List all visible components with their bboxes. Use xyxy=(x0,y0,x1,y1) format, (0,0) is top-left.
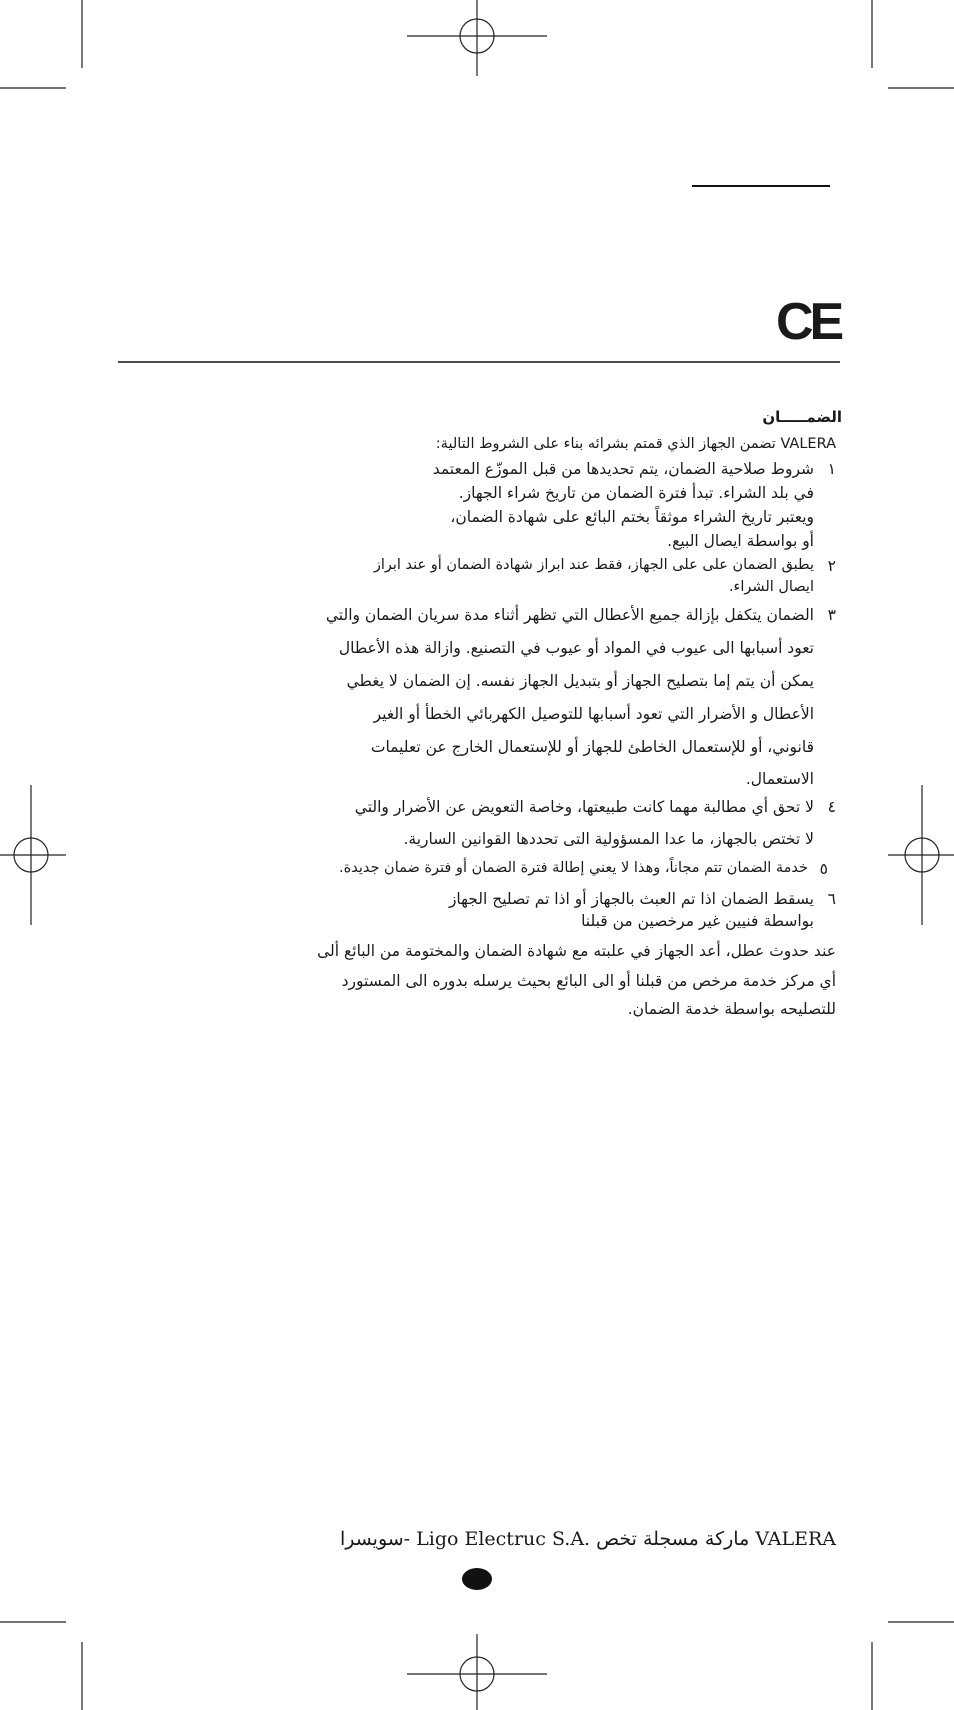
closing-line-3: للتصليحه بواسطة خدمة الضمان. xyxy=(627,1000,836,1018)
item-line: لا تختص بالجهاز، ما عدا المسؤولية التى تحددها القوانين السارية. xyxy=(403,830,814,848)
page-dot xyxy=(462,1568,492,1590)
item-line: يسقط الضمان اذا تم العبث بالجهاز أو اذا تم تصليح الجهاز xyxy=(448,890,814,908)
item-line: أو بواسطة ايصال البيع. xyxy=(667,532,814,550)
item-line: الأعطال و الأضرار التي تعود أسبابها للتوصيل الكهربائي الخطأ أو الغير xyxy=(373,705,814,723)
ce-mark: CE xyxy=(776,293,841,351)
item-line: في بلد الشراء. تبدأ فترة الضمان من تاريخ شراء الجهاز. xyxy=(458,484,814,502)
item-line: الاستعمال. xyxy=(745,770,814,788)
item-number: ١ xyxy=(827,460,836,478)
closing-line-1: عند حدوث عطل، أعد الجهاز في علبته مع شهادة الضمان والمختومة من البائع ألى xyxy=(317,942,836,960)
item-number: ٥ xyxy=(819,860,828,878)
item-number: ٢ xyxy=(827,557,836,575)
warranty-item-3 xyxy=(196,606,836,796)
closing-line-2: أي مركز خدمة مرخص من قبلنا أو الى البائع بحيث يرسله بدوره الى المستورد xyxy=(341,972,836,990)
warranty-item-4 xyxy=(196,798,836,854)
item-line: قانوني، أو للإستعمال الخاطئ للجهاز أو للإستعمال الخارج عن تعليمات xyxy=(370,738,814,756)
warranty-intro: VALERA تضمن الجهاز الذي قمتم بشرائه بناء على الشروط التالية: xyxy=(435,436,836,452)
warranty-item-1 xyxy=(196,460,836,552)
item-line: يمكن أن يتم إما بتصليح الجهاز أو بتبديل الجهاز نفسه. إن الضمان لا يغطي xyxy=(346,672,814,690)
warranty-title: الضمـــــان xyxy=(762,408,842,426)
item-line: الضمان يتكفل بإزالة جميع الأعطال التي تظهر أثناء مدة سريان الضمان والتي xyxy=(325,606,814,624)
item-number: ٦ xyxy=(827,890,836,908)
item-number: ٤ xyxy=(827,798,836,816)
item-line: ويعتبر تاريخ الشراء موثقاً بختم البائع على شهادة الضمان، xyxy=(450,508,814,526)
footer-trademark: VALERA ماركة مسجلة تخص .Ligo Electruc S.A -سويسرا xyxy=(339,1528,836,1550)
warranty-item-6 xyxy=(196,890,836,938)
warranty-item-5 xyxy=(196,860,836,886)
item-number: ٣ xyxy=(827,606,836,624)
item-line: يطبق الضمان على على الجهاز، فقط عند ابراز شهادة الضمان أو عند ابراز xyxy=(373,557,814,573)
item-line: ايصال الشراء. xyxy=(728,579,814,595)
item-line: شروط صلاحية الضمان، يتم تحديدها من قبل الموزّع المعتمد xyxy=(432,460,814,478)
item-line: تعود أسبابها الى عيوب في المواد أو عيوب في التصنيع. وازالة هذه الأعطال xyxy=(338,639,814,657)
item-line: لا تحق أي مطالبة مهما كانت طبيعتها، وخاصة التعويض عن الأضرار والتي xyxy=(354,798,814,816)
item-line: خدمة الضمان تتم مجاناً، وهذا لا يعني إطالة فترة الضمان أو فترة ضمان جديدة. xyxy=(339,860,808,876)
warranty-item-2 xyxy=(196,557,836,601)
item-line: بواسطة فنيين غير مرخصين من قبلنا xyxy=(581,912,814,930)
